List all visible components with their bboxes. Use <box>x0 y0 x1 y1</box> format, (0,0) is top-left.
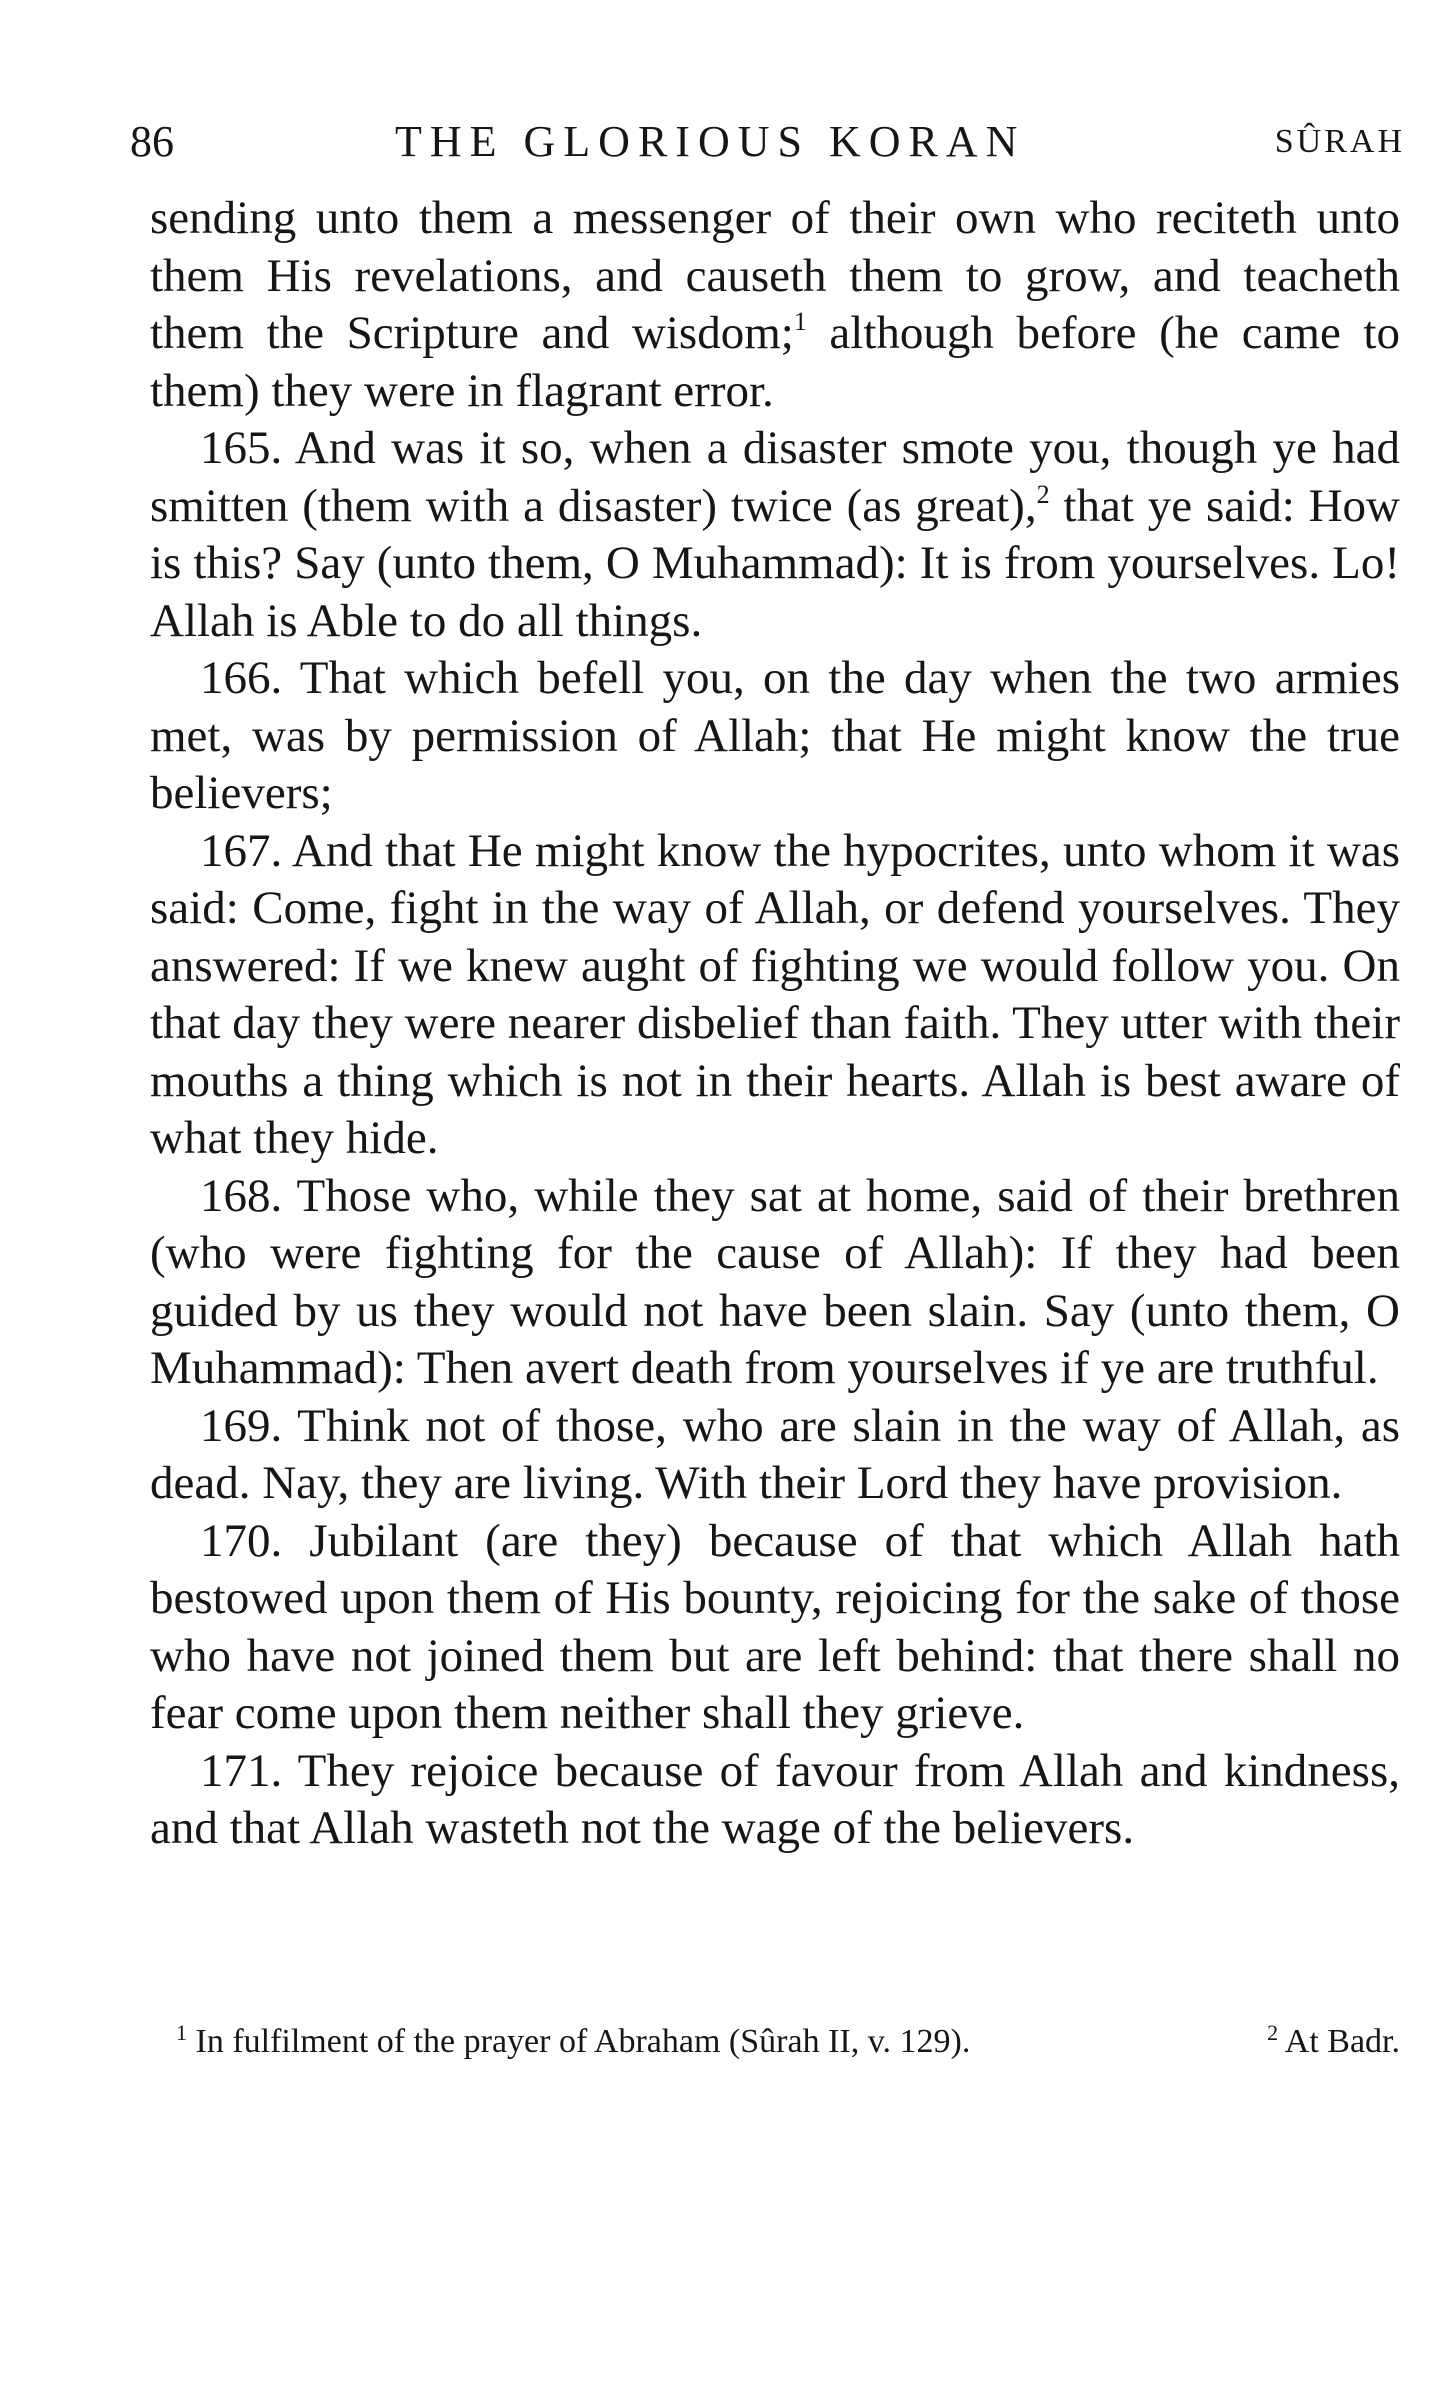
verse-text: Think not of those, who are slain in the way of Allah, as dead. Nay, they are living. With their Lord they have provision. <box>150 1399 1400 1509</box>
footnote-2 <box>1267 2018 1400 2066</box>
verse-text: Those who, while they sat at home, said of their brethren (who were fighting for the cause of Allah): If they had been guided by us they would not have been slain. Say (unto them, O Muhammad): Then avert death from yourselves if ye are truthful. <box>150 1169 1400 1394</box>
verse-text-end: that ye said: How is this? Say (unto them, O Muhammad): It is from yourselves. Lo! Allah is Able to do all things. <box>150 479 1400 647</box>
verse-number: 169. <box>200 1399 298 1452</box>
verse-167 <box>150 823 1400 1168</box>
verse-number: 165. <box>200 422 295 474</box>
verse-text: That which befell you, on the day when the two armies met, was by permission of Allah; that He might know the true believers; <box>150 652 1400 819</box>
verse-165 <box>150 420 1400 650</box>
continuation-text-end: although before (he came to them) they were in flagrant error. <box>150 307 1400 417</box>
verse-171 <box>150 1743 1400 1858</box>
verse-number: 166. <box>200 652 300 704</box>
footnote-marker: 1 <box>176 2020 187 2045</box>
footnote-1 <box>176 2018 970 2066</box>
continuation-paragraph <box>150 190 1400 420</box>
footnote-marker: 2 <box>1267 2020 1279 2045</box>
footnote-text: At Badr. <box>1278 2023 1400 2060</box>
footnote-ref-2: 2 <box>1036 479 1050 509</box>
footnote-ref-1: 1 <box>793 307 807 336</box>
book-title: THE GLORIOUS KORAN <box>395 117 1026 166</box>
verse-168 <box>150 1168 1400 1398</box>
section-label: SÛRAH <box>1274 123 1405 160</box>
verse-number: 171. <box>200 1744 298 1797</box>
verse-number: 170. <box>200 1514 310 1567</box>
running-head <box>130 112 1405 172</box>
verse-170 <box>150 1513 1400 1743</box>
verse-text: They rejoice because of favour from Allah and kindness, and that Allah wasteth not the wage of the believers. <box>150 1744 1400 1854</box>
verse-text: And was it so, when a disaster smote you, though ye had smitten (them with a disaster) twice (as great), <box>150 422 1400 532</box>
verse-169 <box>150 1398 1400 1513</box>
verse-number: 167. <box>200 824 292 877</box>
verse-text: And that He might know the hypocrites, unto whom it was said: Come, fight in the way of Allah, or defend yourselves. They answered: If we knew aught of fighting we would follow you. On that day they were nearer disbelief than faith. They utter with their mouths a thing which is not in their hearts. Allah is best aware of what they hide. <box>150 824 1400 1164</box>
verse-166 <box>150 650 1400 823</box>
verse-number: 168. <box>200 1169 297 1222</box>
page-number: 86 <box>130 117 174 166</box>
verse-text: Jubilant (are they) because of that which Allah hath bestowed upon them of His bounty, rejoicing for the sake of those who have not joined them but are left behind: that there shall no fear come upon them neither shall they grieve. <box>150 1514 1401 1739</box>
main-text <box>150 190 1400 1858</box>
footnote-text: In fulfilment of the prayer of Abraham (Sûrah II, v. 129). <box>187 2023 971 2060</box>
continuation-text: sending unto them a messenger of their own who reciteth unto them His revelations, and causeth them to grow, and teacheth them the Scripture and wisdom; <box>150 192 1400 359</box>
